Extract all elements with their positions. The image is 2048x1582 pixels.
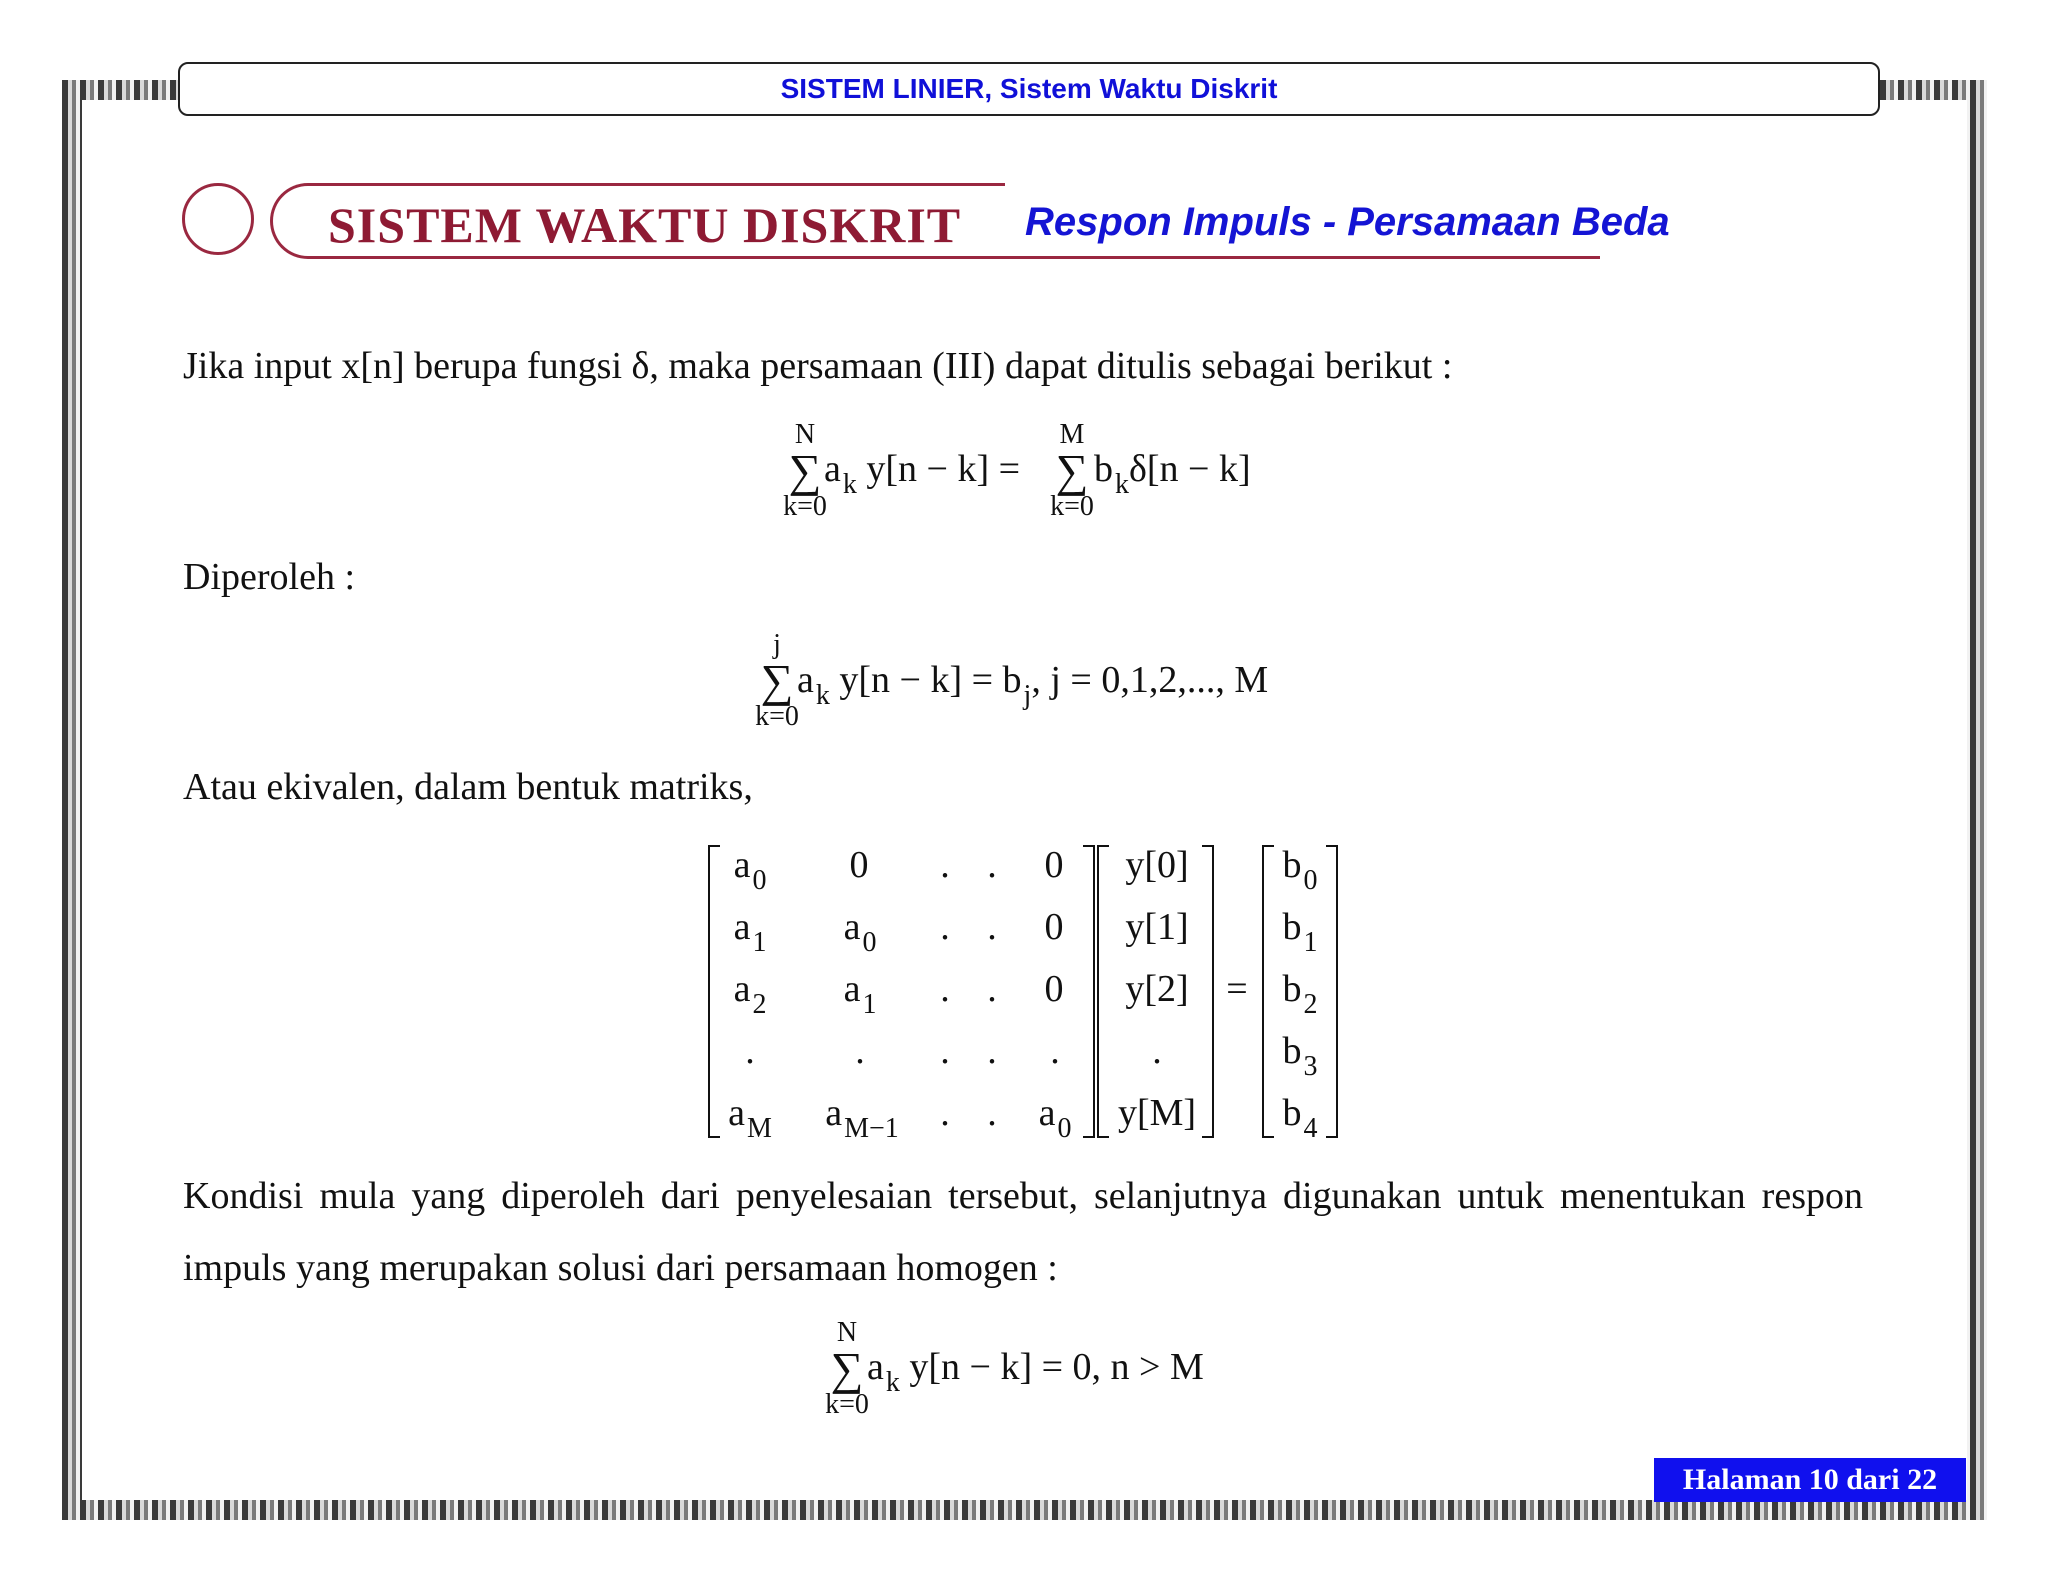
section-subtitle: Respon Impuls - Persamaan Beda	[1025, 200, 1670, 244]
matrix-a-cell: .	[940, 844, 950, 886]
subscript: k	[815, 680, 830, 711]
coef: a	[867, 1346, 884, 1388]
vector-y-left-bracket	[1097, 845, 1109, 1138]
paragraph-homogeneous: Kondisi mula yang diperoleh dari penyelesaian tersebut, selanjutnya digunakan untuk menentukan respon impuls yang merupakan solusi dari persamaan homogen :	[183, 1175, 1863, 1289]
title-rule-top	[310, 183, 1005, 186]
sigma-symbol: ∑	[1055, 445, 1089, 496]
sum-lower-limit: k=0	[825, 1389, 869, 1420]
matrix-a-cell: .	[987, 1030, 997, 1072]
coef: b	[1094, 448, 1113, 490]
subscript: k	[842, 469, 857, 500]
vector-b-cell: $b_0$	[1282, 844, 1318, 896]
vector-b-cell: $b_4$	[1282, 1092, 1318, 1144]
coef: a	[824, 448, 841, 490]
matrix-a-cell: .	[940, 1092, 950, 1134]
subscript: j	[1023, 680, 1032, 711]
matrix-a-cell: .	[745, 1030, 755, 1072]
term: y[n − k] =	[866, 448, 1021, 490]
term: δ[n − k]	[1129, 448, 1251, 490]
matrix-a-cell: .	[987, 968, 997, 1010]
matrix-a-cell: $a_2$	[733, 968, 767, 1020]
matrix-a-cell: .	[940, 968, 950, 1010]
matrix-a-cell: .	[940, 1030, 950, 1072]
title-circle-ornament	[182, 183, 254, 255]
subscript: k	[885, 1367, 900, 1398]
matrix-a-cell: 0	[1044, 968, 1064, 1010]
tail: , j = 0,1,2,..., M	[1031, 659, 1269, 701]
matrix-a-cell: .	[1050, 1030, 1060, 1072]
vector-y-cell: .	[1152, 1030, 1162, 1072]
sum-lower-limit: k=0	[1050, 491, 1094, 522]
matrix-a-cell: 0	[1044, 844, 1064, 886]
matrix-a-cell: $a_0$	[843, 906, 877, 958]
equation-body	[797, 658, 1269, 711]
paragraph-result: Diperoleh :	[183, 556, 356, 598]
sum-upper-limit: M	[1059, 419, 1085, 450]
vector-y-cell: y[2]	[1125, 968, 1189, 1010]
vector-y-cell: y[0]	[1125, 844, 1189, 886]
matrix-a-cell: 0	[1044, 906, 1064, 948]
sigma-symbol: ∑	[788, 445, 822, 496]
matrix-a-cell: $a_{M-1}$	[825, 1092, 899, 1144]
section-title: SISTEM WAKTU DISKRIT	[328, 197, 962, 253]
subscript: k	[1115, 469, 1129, 500]
vector-b-cell: $b_1$	[1282, 906, 1318, 958]
sigma-symbol: ∑	[830, 1343, 864, 1394]
equals-sign: =	[1226, 968, 1248, 1010]
paragraph-intro: Jika input x[n] berupa fungsi δ, maka persamaan (III) dapat ditulis sebagai berikut :	[183, 345, 1453, 387]
matrix-a-cell: $a_1$	[843, 968, 877, 1020]
term: y[n − k] = b	[839, 659, 1022, 701]
matrix-a-cell: 0	[849, 844, 869, 886]
paragraph-matrix-intro: Atau ekivalen, dalam bentuk matriks,	[183, 766, 753, 808]
sum-upper-limit: N	[794, 419, 816, 450]
sum-lower-limit: k=0	[783, 491, 827, 522]
vector-y-cell: y[M]	[1117, 1092, 1197, 1134]
equation-body	[867, 1345, 1204, 1398]
page-number: Halaman 10 dari 22	[1682, 1463, 1938, 1496]
vector-b-cell: $b_3$	[1282, 1030, 1318, 1082]
equation-lhs	[824, 447, 1021, 500]
matrix-a-cell: .	[987, 906, 997, 948]
sigma-symbol: ∑	[760, 655, 794, 706]
page-number-badge	[1654, 1458, 1966, 1502]
vector-y-cell: y[1]	[1125, 906, 1189, 948]
matrix-a-cell: $a_1$	[733, 906, 767, 958]
matrix-a-cell: $a_0$	[1038, 1092, 1072, 1144]
sum-upper-limit: N	[836, 1317, 858, 1348]
matrix-a-cell: .	[987, 844, 997, 886]
matrix-a-cell: .	[940, 906, 950, 948]
coef: a	[797, 659, 814, 701]
term: y[n − k] = 0, n > M	[909, 1346, 1204, 1388]
header-title: SISTEM LINIER, Sistem Waktu Diskrit	[780, 73, 1278, 104]
vector-b-cell: $b_2$	[1282, 968, 1318, 1020]
title-rule-bottom	[310, 256, 1600, 259]
equation-rhs	[1094, 447, 1251, 500]
matrix-a-cell: $a_0$	[733, 844, 767, 896]
sum-upper-limit: j	[773, 629, 781, 660]
matrix-a-cell: .	[855, 1030, 865, 1072]
header-banner	[178, 62, 1880, 116]
sum-rhs	[1042, 420, 1102, 522]
matrix-a-cell: .	[987, 1092, 997, 1134]
matrix-a-cell: $a_M$	[728, 1092, 772, 1144]
sum-lower-limit: k=0	[755, 701, 799, 732]
